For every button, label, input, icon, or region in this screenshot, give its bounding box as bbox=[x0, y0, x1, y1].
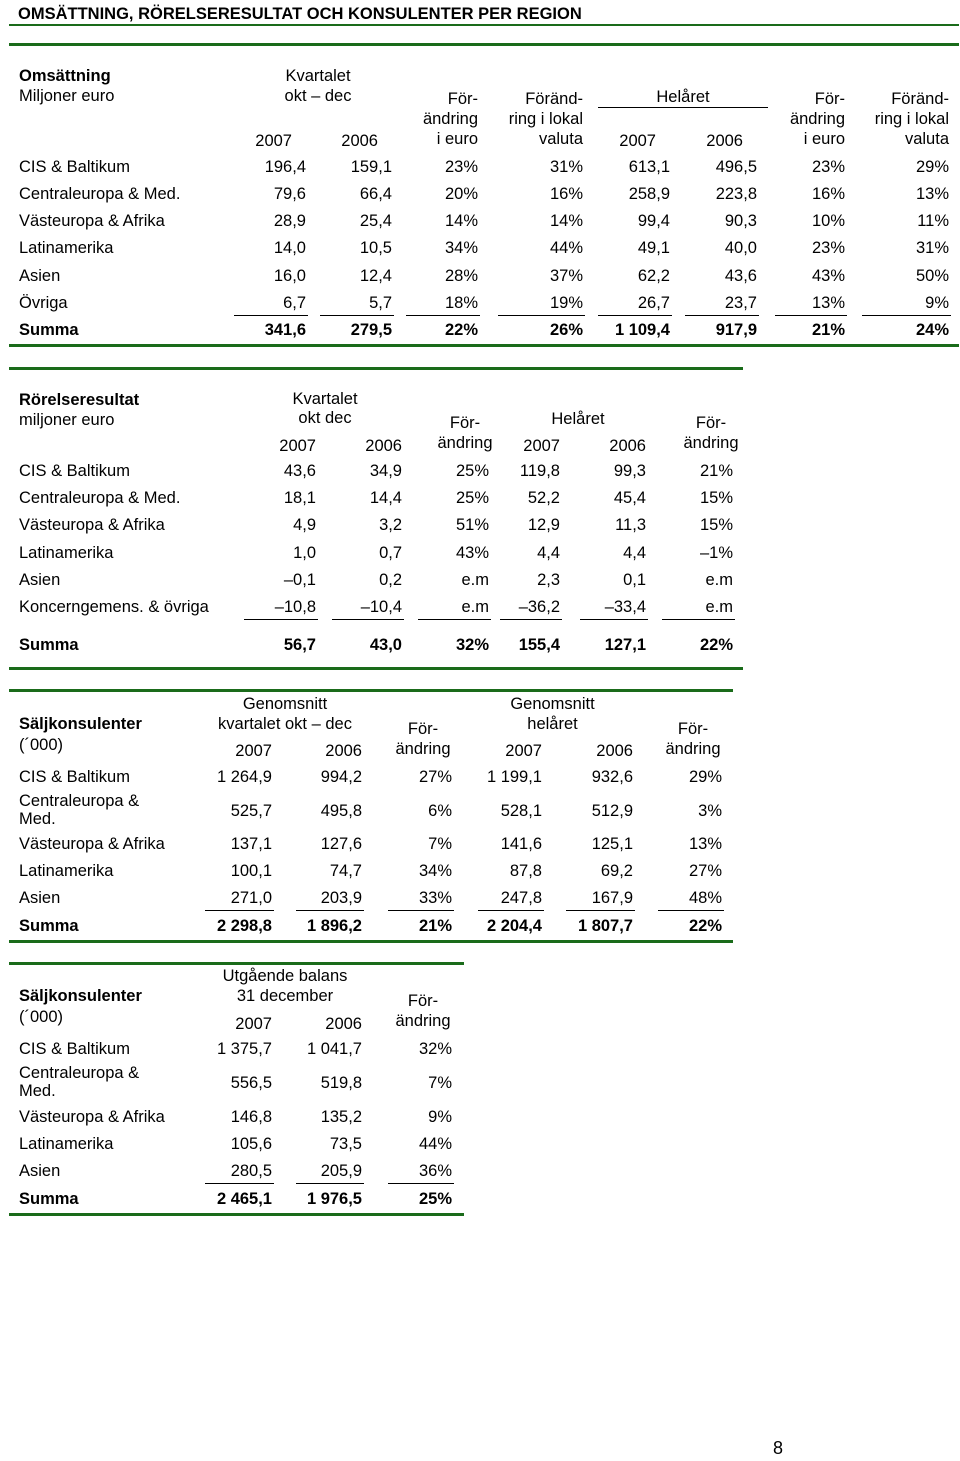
table-cell: 29% bbox=[688, 768, 722, 786]
table-bottom-rule bbox=[9, 940, 733, 943]
table-cell: 50% bbox=[915, 267, 949, 285]
row-label: Centraleuropa & bbox=[19, 792, 140, 810]
change-eur-h2: ändring bbox=[422, 110, 478, 128]
change-h1b: För- bbox=[677, 720, 709, 738]
sum-underline bbox=[388, 910, 454, 911]
table-cell: 31% bbox=[915, 239, 949, 257]
table-cell: 21% bbox=[811, 321, 845, 339]
table-cell: 24% bbox=[915, 321, 949, 339]
row-label: Västeuropa & Afrika bbox=[19, 835, 165, 853]
table-cell: 23% bbox=[811, 239, 845, 257]
consultants-unit: (´000) bbox=[19, 736, 64, 754]
consultants-label: Säljkonsulenter bbox=[19, 987, 142, 1005]
change-h2: ändring bbox=[437, 434, 493, 452]
table-cell: 15% bbox=[699, 489, 733, 507]
row-label: Asien bbox=[19, 1162, 61, 1180]
quarter-period: okt dec bbox=[298, 409, 352, 427]
year-2006-full: 2006 bbox=[596, 742, 633, 760]
table-cell: 12,9 bbox=[527, 516, 560, 534]
table-bottom-rule bbox=[9, 667, 743, 670]
table-cell: –0,1 bbox=[283, 571, 316, 589]
table-cell: 3,2 bbox=[379, 516, 402, 534]
table-cell: –10,8 bbox=[274, 598, 316, 616]
avg-quarter-h2: kvartalet okt – dec bbox=[218, 715, 352, 733]
table-cell: 37% bbox=[549, 267, 583, 285]
table-cell: 495,8 bbox=[320, 802, 362, 820]
table-cell: 167,9 bbox=[591, 889, 633, 907]
change-eur-h2b: ändring bbox=[789, 110, 845, 128]
year-2007-full: 2007 bbox=[523, 437, 560, 455]
table-cell: 13% bbox=[811, 294, 845, 312]
table-cell: 51% bbox=[455, 516, 489, 534]
sum-underline bbox=[598, 315, 672, 316]
table-cell: 1 807,7 bbox=[577, 917, 633, 935]
table-cell: 43,6 bbox=[724, 267, 757, 285]
table-cell: 6% bbox=[428, 802, 452, 820]
change-h1: För- bbox=[449, 414, 481, 432]
table-cell: 203,9 bbox=[320, 889, 362, 907]
year-2007: 2007 bbox=[255, 132, 292, 150]
table-cell: 519,8 bbox=[320, 1074, 362, 1092]
table-cell: 25% bbox=[455, 462, 489, 480]
table-cell: 258,9 bbox=[628, 185, 670, 203]
table-cell: 29% bbox=[915, 158, 949, 176]
table-cell: 28,9 bbox=[273, 212, 306, 230]
table-cell: 52,2 bbox=[527, 489, 560, 507]
row-label: Asien bbox=[19, 267, 61, 285]
table-cell: 48% bbox=[688, 889, 722, 907]
sum-underline bbox=[205, 910, 274, 911]
table-cell: 528,1 bbox=[500, 802, 542, 820]
table-cell: 44% bbox=[549, 239, 583, 257]
table-cell: 280,5 bbox=[230, 1162, 272, 1180]
table-cell: e.m bbox=[705, 598, 733, 616]
table-cell: 74,7 bbox=[329, 862, 362, 880]
table-cell: 2 298,8 bbox=[216, 917, 272, 935]
table-cell: 25,4 bbox=[359, 212, 392, 230]
table-cell: 1 976,5 bbox=[306, 1190, 362, 1208]
table-cell: 105,6 bbox=[230, 1135, 272, 1153]
sum-underline bbox=[662, 619, 735, 620]
table-cell: 1 375,7 bbox=[216, 1040, 272, 1058]
sum-underline bbox=[500, 619, 562, 620]
row-label: Centraleuropa & Med. bbox=[19, 185, 181, 203]
change-local-h2: ring i lokal bbox=[508, 110, 583, 128]
change-local-h3: valuta bbox=[538, 130, 583, 148]
table-cell: 20% bbox=[444, 185, 478, 203]
table-cell: 32% bbox=[455, 636, 489, 654]
table-cell: 23% bbox=[811, 158, 845, 176]
table-cell: 15% bbox=[699, 516, 733, 534]
revenue-unit: Miljoner euro bbox=[19, 87, 115, 105]
table-cell: 556,5 bbox=[230, 1074, 272, 1092]
table-cell: –36,2 bbox=[518, 598, 560, 616]
table-cell: 25% bbox=[455, 489, 489, 507]
table-cell: 1 109,4 bbox=[614, 321, 670, 339]
table-cell: 40,0 bbox=[724, 239, 757, 257]
table-cell: 34,9 bbox=[369, 462, 402, 480]
table-cell: 2 465,1 bbox=[216, 1190, 272, 1208]
table-cell: 16% bbox=[549, 185, 583, 203]
sum-underline bbox=[566, 910, 635, 911]
table-cell: –10,4 bbox=[360, 598, 402, 616]
table-top-rule bbox=[9, 962, 464, 965]
table-cell: 125,1 bbox=[591, 835, 633, 853]
change-h2: ändring bbox=[395, 1012, 451, 1030]
sum-underline bbox=[234, 315, 308, 316]
change-eur-h3: i euro bbox=[436, 130, 478, 148]
table-cell: 137,1 bbox=[230, 835, 272, 853]
change-local-h2b: ring i lokal bbox=[874, 110, 949, 128]
table-cell: 21% bbox=[699, 462, 733, 480]
table-cell: 21% bbox=[418, 917, 452, 935]
table-cell: 10% bbox=[811, 212, 845, 230]
table-cell: 13% bbox=[915, 185, 949, 203]
year-2006-full: 2006 bbox=[609, 437, 646, 455]
avg-quarter-h1: Genomsnitt bbox=[242, 695, 328, 713]
sum-underline bbox=[775, 315, 847, 316]
sum-underline bbox=[478, 910, 544, 911]
table-cell: 31% bbox=[549, 158, 583, 176]
sum-underline bbox=[332, 619, 404, 620]
table-cell: 99,4 bbox=[637, 212, 670, 230]
avg-year-h2: helåret bbox=[527, 715, 578, 733]
row-label: Asien bbox=[19, 571, 61, 589]
table-cell: 43% bbox=[811, 267, 845, 285]
table-cell: 341,6 bbox=[264, 321, 306, 339]
row-label: Summa bbox=[19, 636, 79, 654]
table-cell: 271,0 bbox=[230, 889, 272, 907]
table-cell: 10,5 bbox=[359, 239, 392, 257]
table-cell: 127,1 bbox=[604, 636, 646, 654]
table-cell: e.m bbox=[461, 571, 489, 589]
table-cell: –1% bbox=[699, 544, 733, 562]
year-2007-full: 2007 bbox=[619, 132, 656, 150]
table-cell: 0,1 bbox=[623, 571, 646, 589]
table-cell: 4,9 bbox=[293, 516, 316, 534]
table-cell: 2 204,4 bbox=[486, 917, 542, 935]
table-cell: 512,9 bbox=[591, 802, 633, 820]
year-2007: 2007 bbox=[235, 742, 272, 760]
sum-underline bbox=[320, 315, 394, 316]
row-label: CIS & Baltikum bbox=[19, 158, 130, 176]
table-cell: 1 896,2 bbox=[306, 917, 362, 935]
table-cell: 5,7 bbox=[369, 294, 392, 312]
sum-underline bbox=[685, 315, 759, 316]
operating-result-unit: miljoner euro bbox=[19, 411, 115, 429]
table-cell: 22% bbox=[699, 636, 733, 654]
table-cell: 146,8 bbox=[230, 1108, 272, 1126]
change-eur-h1: För- bbox=[447, 90, 478, 108]
row-label: Centraleuropa & Med. bbox=[19, 489, 181, 507]
table-cell: 9% bbox=[428, 1108, 452, 1126]
table-cell: 119,8 bbox=[519, 462, 560, 480]
table-cell: 1 199,1 bbox=[486, 768, 542, 786]
revenue-label: Omsättning bbox=[19, 67, 111, 85]
full-year-header: Helåret bbox=[551, 410, 605, 428]
row-label: Latinamerika bbox=[19, 862, 114, 880]
table-cell: 19% bbox=[549, 294, 583, 312]
table-cell: –33,4 bbox=[604, 598, 646, 616]
page-title: OMSÄTTNING, RÖRELSERESULTAT OCH KONSULENTER PER REGION bbox=[9, 4, 959, 26]
table-cell: 43,6 bbox=[283, 462, 316, 480]
table-cell: 66,4 bbox=[359, 185, 392, 203]
table-cell: 14% bbox=[549, 212, 583, 230]
change-h1: För- bbox=[407, 992, 439, 1010]
table-cell: e.m bbox=[461, 598, 489, 616]
table-cell: 14% bbox=[444, 212, 478, 230]
table-cell: 16% bbox=[811, 185, 845, 203]
table-cell: 155,4 bbox=[518, 636, 560, 654]
table-cell: 3% bbox=[698, 802, 722, 820]
table-cell: 34% bbox=[444, 239, 478, 257]
table-cell: 13% bbox=[688, 835, 722, 853]
row-label: Summa bbox=[19, 1190, 79, 1208]
table-cell: 1 041,7 bbox=[306, 1040, 362, 1058]
table-cell: 223,8 bbox=[715, 185, 757, 203]
sum-underline bbox=[296, 1183, 364, 1184]
row-label-cont: Med. bbox=[19, 810, 56, 828]
table-top-rule bbox=[9, 43, 959, 46]
closing-balance-h1: Utgående balans bbox=[222, 967, 348, 985]
table-cell: 127,6 bbox=[320, 835, 362, 853]
row-label: Asien bbox=[19, 889, 61, 907]
table-cell: 100,1 bbox=[230, 862, 272, 880]
row-label: Summa bbox=[19, 917, 79, 935]
year-2006: 2006 bbox=[365, 437, 402, 455]
table-cell: 43,0 bbox=[369, 636, 402, 654]
table-cell: 613,1 bbox=[628, 158, 670, 176]
table-cell: 34% bbox=[418, 862, 452, 880]
table-cell: 4,4 bbox=[537, 544, 560, 562]
row-label: Övriga bbox=[19, 294, 68, 312]
full-year-header: Helåret bbox=[656, 88, 710, 106]
table-cell: 205,9 bbox=[320, 1162, 362, 1180]
table-cell: 26% bbox=[549, 321, 583, 339]
sum-underline bbox=[418, 619, 491, 620]
table-cell: 69,2 bbox=[600, 862, 633, 880]
quarter-period: okt – dec bbox=[284, 87, 352, 105]
row-label: Västeuropa & Afrika bbox=[19, 516, 165, 534]
table-cell: 73,5 bbox=[329, 1135, 362, 1153]
quarter-header: Kvartalet bbox=[285, 67, 351, 85]
row-label: Centraleuropa & bbox=[19, 1064, 140, 1082]
row-label: CIS & Baltikum bbox=[19, 462, 130, 480]
table-cell: 45,4 bbox=[613, 489, 646, 507]
row-label: Latinamerika bbox=[19, 1135, 114, 1153]
table-cell: 12,4 bbox=[359, 267, 392, 285]
row-label: Västeuropa & Afrika bbox=[19, 212, 165, 230]
change-h2: ändring bbox=[395, 740, 451, 758]
page-number: 8 bbox=[773, 1438, 784, 1458]
year-2006: 2006 bbox=[341, 132, 378, 150]
table-cell: 496,5 bbox=[715, 158, 757, 176]
table-cell: 16,0 bbox=[273, 267, 306, 285]
table-cell: 141,6 bbox=[500, 835, 542, 853]
table-cell: 14,4 bbox=[369, 489, 402, 507]
year-2006-full: 2006 bbox=[706, 132, 743, 150]
table-top-rule bbox=[9, 689, 733, 692]
year-2006: 2006 bbox=[325, 742, 362, 760]
table-cell: 0,2 bbox=[379, 571, 402, 589]
sum-underline bbox=[658, 910, 724, 911]
change-h1: För- bbox=[407, 720, 439, 738]
year-2007-full: 2007 bbox=[505, 742, 542, 760]
table-cell: 79,6 bbox=[273, 185, 306, 203]
table-bottom-rule bbox=[9, 1213, 464, 1216]
table-cell: 23% bbox=[444, 158, 478, 176]
row-label: Latinamerika bbox=[19, 544, 114, 562]
table-cell: 4,4 bbox=[623, 544, 646, 562]
row-label: Koncerngemens. & övriga bbox=[19, 598, 209, 616]
table-cell: 11% bbox=[917, 212, 949, 230]
table-cell: 279,5 bbox=[350, 321, 392, 339]
change-local-h3b: valuta bbox=[904, 130, 949, 148]
row-label: Västeuropa & Afrika bbox=[19, 1108, 165, 1126]
table-cell: 6,7 bbox=[283, 294, 306, 312]
table-cell: 22% bbox=[688, 917, 722, 935]
table-cell: 159,1 bbox=[350, 158, 392, 176]
consultants-label: Säljkonsulenter bbox=[19, 715, 142, 733]
table-cell: 525,7 bbox=[230, 802, 272, 820]
table-cell: 14,0 bbox=[273, 239, 306, 257]
change-h1b: För- bbox=[695, 414, 727, 432]
sum-underline bbox=[862, 315, 951, 316]
table-cell: 44% bbox=[418, 1135, 452, 1153]
sum-underline bbox=[580, 619, 648, 620]
table-cell: 247,8 bbox=[500, 889, 542, 907]
table-cell: 994,2 bbox=[320, 768, 362, 786]
sum-underline bbox=[406, 315, 480, 316]
table-cell: 11,3 bbox=[615, 516, 646, 534]
closing-balance-h2: 31 december bbox=[236, 987, 334, 1005]
sum-underline bbox=[205, 1183, 274, 1184]
table-cell: 196,4 bbox=[264, 158, 306, 176]
table-cell: 917,9 bbox=[715, 321, 757, 339]
table-cell: 62,2 bbox=[637, 267, 670, 285]
table-cell: 99,3 bbox=[613, 462, 646, 480]
table-cell: 25% bbox=[418, 1190, 452, 1208]
table-cell: 33% bbox=[418, 889, 452, 907]
year-2006: 2006 bbox=[325, 1015, 362, 1033]
table-cell: 2,3 bbox=[537, 571, 560, 589]
row-label: CIS & Baltikum bbox=[19, 768, 130, 786]
table-cell: 28% bbox=[444, 267, 478, 285]
table-cell: 18,1 bbox=[283, 489, 316, 507]
table-cell: 87,8 bbox=[509, 862, 542, 880]
table-cell: 22% bbox=[444, 321, 478, 339]
sum-underline bbox=[388, 1183, 454, 1184]
table-cell: 26,7 bbox=[637, 294, 670, 312]
table-bottom-rule bbox=[9, 344, 959, 347]
table-cell: 90,3 bbox=[724, 212, 757, 230]
avg-year-h1: Genomsnitt bbox=[510, 695, 595, 713]
sum-underline bbox=[296, 910, 364, 911]
table-cell: 43% bbox=[455, 544, 489, 562]
sum-underline bbox=[498, 315, 585, 316]
table-cell: e.m bbox=[705, 571, 733, 589]
consultants-unit: (´000) bbox=[19, 1008, 64, 1026]
sum-underline bbox=[244, 619, 318, 620]
row-label: Latinamerika bbox=[19, 239, 114, 257]
table-cell: 1,0 bbox=[293, 544, 316, 562]
row-label-cont: Med. bbox=[19, 1082, 56, 1100]
table-cell: 49,1 bbox=[637, 239, 670, 257]
row-label: Summa bbox=[19, 321, 79, 339]
table-cell: 932,6 bbox=[591, 768, 633, 786]
table-cell: 36% bbox=[418, 1162, 452, 1180]
table-cell: 32% bbox=[418, 1040, 452, 1058]
table-cell: 27% bbox=[688, 862, 722, 880]
change-local-h1b: Föränd- bbox=[891, 90, 949, 108]
table-cell: 7% bbox=[428, 1074, 452, 1092]
year-2007: 2007 bbox=[279, 437, 316, 455]
change-local-h1: Föränd- bbox=[525, 90, 583, 108]
row-label: CIS & Baltikum bbox=[19, 1040, 130, 1058]
change-eur-h3b: i euro bbox=[803, 130, 845, 148]
table-cell: 135,2 bbox=[320, 1108, 362, 1126]
table-top-rule bbox=[9, 367, 743, 370]
table-cell: 23,7 bbox=[724, 294, 757, 312]
full-year-underline bbox=[598, 107, 768, 108]
change-h2b: ändring bbox=[683, 434, 739, 452]
change-eur-h1b: För- bbox=[814, 90, 845, 108]
year-2007: 2007 bbox=[235, 1015, 272, 1033]
table-cell: 0,7 bbox=[379, 544, 402, 562]
operating-result-label: Rörelseresultat bbox=[19, 391, 140, 409]
table-cell: 18% bbox=[444, 294, 478, 312]
table-cell: 56,7 bbox=[283, 636, 316, 654]
change-h2b: ändring bbox=[665, 740, 721, 758]
table-cell: 27% bbox=[418, 768, 452, 786]
quarter-header: Kvartalet bbox=[292, 390, 358, 408]
table-cell: 1 264,9 bbox=[216, 768, 272, 786]
table-cell: 9% bbox=[925, 294, 949, 312]
table-cell: 7% bbox=[428, 835, 452, 853]
